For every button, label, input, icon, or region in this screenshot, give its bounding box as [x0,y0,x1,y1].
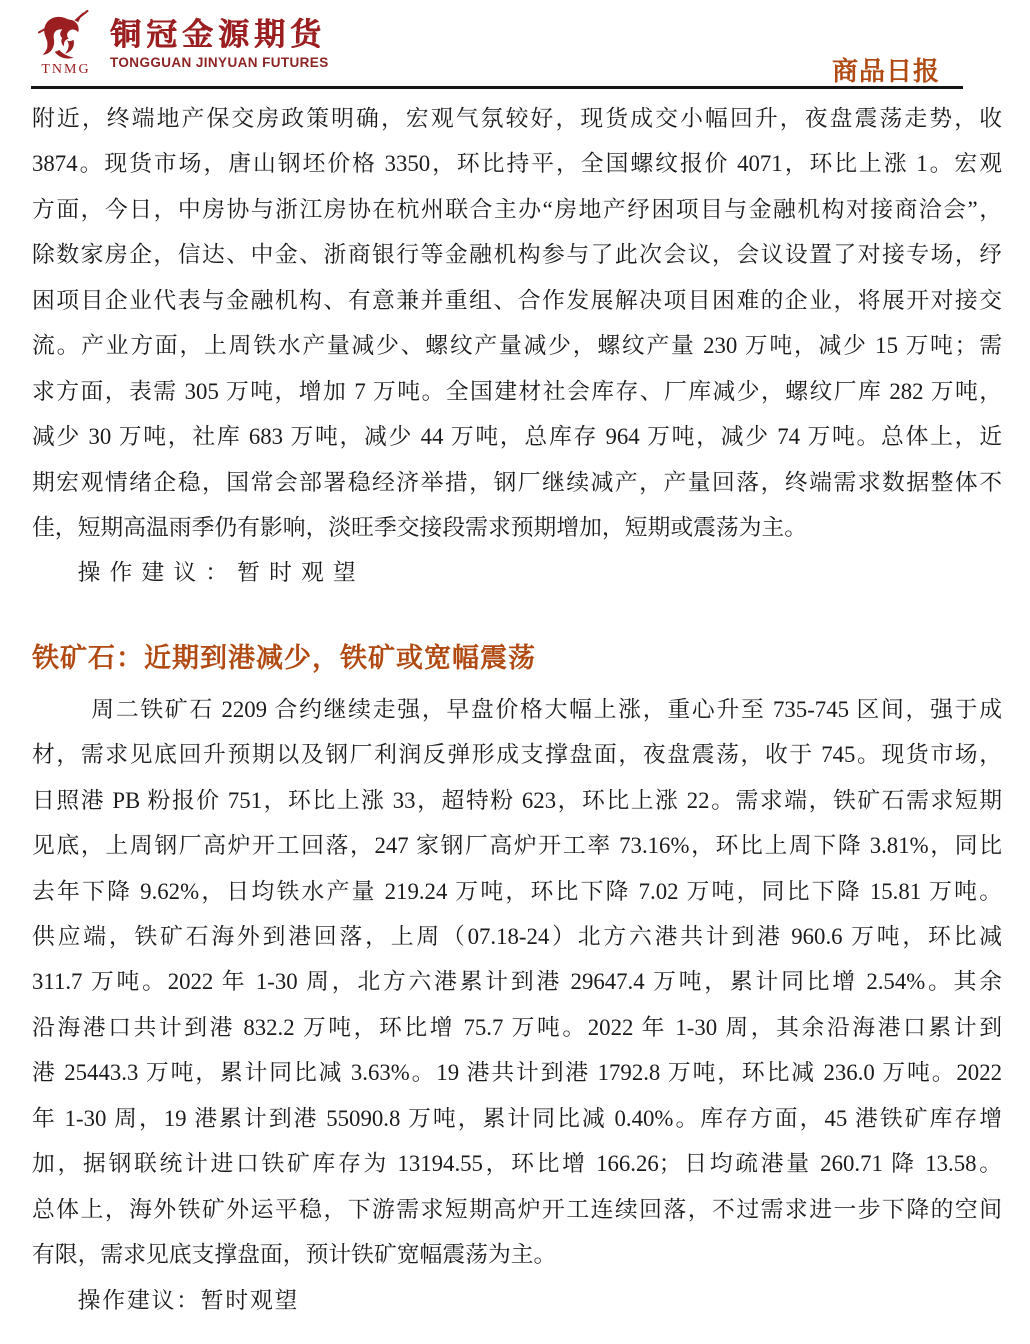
tnmg-animal-mark-icon [37,10,95,64]
company-name-cn: 铜冠金源期货 [110,17,326,52]
recommendation-line: 操作建议：暂时观望 [77,560,365,586]
text-line: 减少 30 万吨，社库 683 万吨，减少 44 万吨，总库存 964 万吨，减少 74 万吨。总体上，近 [32,424,1002,450]
text-line: 日照港 PB 粉报价 751，环比上涨 33，超特粉 623，环比上涨 22。需求端，铁矿石需求短期 [32,787,1002,813]
company-logo [30,10,329,78]
text-line: 期宏观情绪企稳，国常会部署稳经济举措，钢厂继续减产，产量回落，终端需求数据整体不 [32,469,1002,495]
text-line: 去年下降 9.62%，日均铁水产量 219.24 万吨，环比下降 7.02 万吨，同比下降 15.81 万吨。 [32,878,1002,904]
recommendation-line: 操作建议：暂时观望 [77,1287,300,1313]
text-line: 供应端，铁矿石海外到港回落，上周（07.18-24）北方六港共计到港 960.6 万吨，环比减 [32,924,1002,949]
text-line: 佳，短期高温雨季仍有影响，淡旺季交接段需求预期增加，短期或震荡为主。 [32,514,808,540]
text-line: 总体上，海外铁矿外运平稳，下游需求短期高炉开工连续回落，不过需求进一步下降的空间 [32,1196,1002,1222]
section-heading-iron-ore: 铁矿石：近期到港减少，铁矿或宽幅震荡 [32,642,536,673]
report-type-label: 商品日报 [831,56,940,86]
text-line: 周二铁矿石 2209 合约继续走强，早盘价格大幅上涨，重心升至 735-745 区间，强于成 [91,696,1002,722]
logo-mark [30,10,102,78]
company-name-en: TONGGUAN JINYUAN FUTURES [110,55,329,70]
text-line: 年 1-30 周，19 港累计到港 55090.8 万吨，累计同比减 0.40%。库存方面，45 港铁矿库存增 [32,1105,1002,1131]
text-line: 求方面，表需 305 万吨，增加 7 万吨。全国建材社会库存、厂库减少，螺纹厂库 282 万吨， [32,378,1002,404]
text-line: 流。产业方面，上周铁水产量减少、螺纹产量减少，螺纹产量 230 万吨，减少 15 万吨；需 [32,333,1002,359]
text-line: 见底，上周钢厂高炉开工回落，247 家钢厂高炉开工率 73.16%，环比上周下降 3.81%，同比 [32,833,1002,859]
text-line: 有限，需求见底支撑盘面，预计铁矿宽幅震荡为主。 [32,1242,557,1268]
text-line: 方面，今日，中房协与浙江房协在杭州联合主办“房地产纾困项目与金融机构对接商洽会”， [32,196,1002,222]
logo-names [110,10,329,72]
text-line: 3874。现货市场，唐山钢坯价格 3350，环比持平，全国螺纹报价 4071，环比上涨 1。宏观 [32,151,1002,177]
text-line: 附近，终端地产保交房政策明确，宏观气氛较好，现货成交小幅回升，夜盘震荡走势，收 [32,106,1002,131]
text-line: 困项目企业代表与金融机构、有意兼并重组、合作发展解决项目困难的企业，将展开对接交 [32,287,1002,313]
text-line: 加，据钢联统计进口铁矿库存为 13194.55，环比增 166.26；日均疏港量 260.71 降 13.58。 [32,1151,1002,1177]
report-body [32,89,1002,1323]
text-line: 311.7 万吨。2022 年 1-30 周，北方六港累计到港 29647.4 万吨，累计同比增 2.54%。其余 [32,969,1002,995]
text-line: 材，需求见底回升预期以及钢厂利润反弹形成支撑盘面，夜盘震荡，收于 745。现货市场， [32,742,1002,768]
text-line: 沿海港口共计到港 832.2 万吨，环比增 75.7 万吨。2022 年 1-30 周，其余沿海港口累计到 [32,1014,1002,1040]
header-divider [31,86,963,89]
text-line: 除数家房企，信达、中金、浙商银行等金融机构参与了此次会议，会议设置了对接专场，纾 [32,242,1002,268]
text-line: 港 25443.3 万吨，累计同比减 3.63%。19 港共计到港 1792.8 万吨，环比减 236.0 万吨。2022 [32,1060,1002,1086]
report-header [0,0,1030,89]
logo-tnmg-text: TNMG [41,62,91,77]
